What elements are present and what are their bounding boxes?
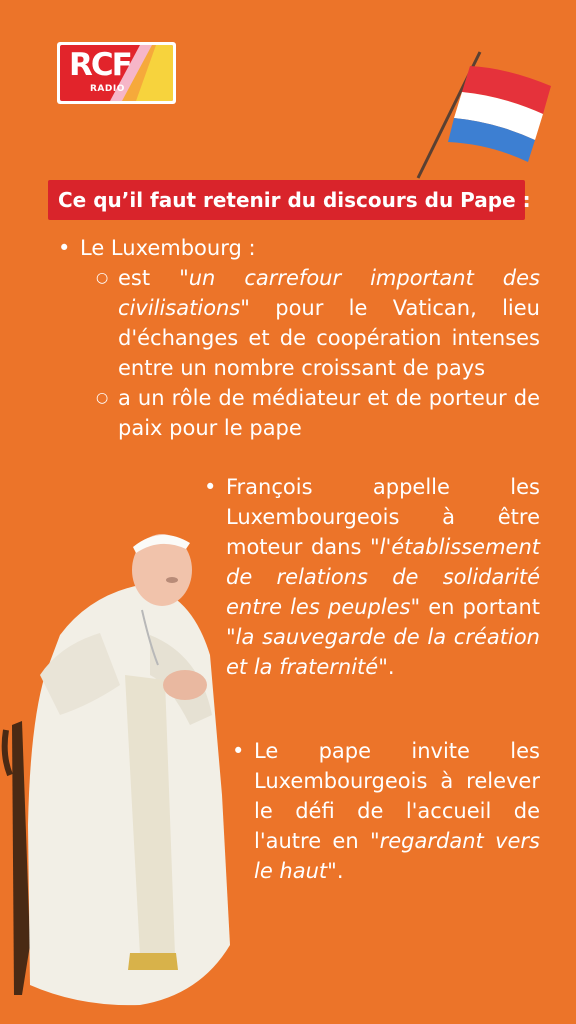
- item1-post: pour le Vatican, lieu d'échanges et de coopération intenses entre un nombre croissant de pays: [118, 296, 540, 380]
- section2-mid: en portant: [420, 595, 540, 619]
- sub-item-mediator: a un rôle de médiateur et de porteur de paix pour le pape: [118, 386, 540, 440]
- bullet-marker: •: [204, 475, 217, 499]
- luxembourg-section: [58, 233, 540, 443]
- section2-pre: François appelle les Luxembourgeois à être moteur dans: [226, 475, 540, 559]
- luxembourg-heading: Le Luxembourg :: [80, 236, 256, 260]
- logo-subtext: RADIO: [90, 84, 125, 94]
- sub-bullet-marker: ○: [96, 270, 109, 286]
- bullet-marker: •: [58, 236, 71, 260]
- chair-left-post: [12, 721, 30, 995]
- luxembourg-flag-icon: [408, 44, 558, 184]
- section2-post: .: [387, 655, 395, 679]
- welcome-paragraph: [254, 736, 540, 886]
- rcf-radio-logo: [57, 42, 176, 104]
- section2-quote2: "la sauvegarde de la création et la fraternité": [226, 625, 540, 679]
- francois-paragraph: [226, 472, 540, 682]
- summary-banner: Ce qu’il faut retenir du discours du Pape :: [48, 180, 525, 220]
- sub-item-crossroads: [118, 263, 540, 383]
- logo-text: RCF: [69, 47, 131, 83]
- section2-quote1: "l'établissement de relations de solidarité entre les peuples": [226, 535, 540, 619]
- sub-bullet-marker: ○: [96, 390, 109, 406]
- section3-quote: "regardant vers le haut": [254, 829, 540, 883]
- item1-quote: "un carrefour important des civilisations": [118, 266, 540, 320]
- item1-pre: est: [118, 266, 180, 290]
- section3-pre: Le pape invite les Luxembourgeois à relever le défi de l'accueil de l'autre en: [254, 739, 540, 853]
- section3-post: .: [336, 859, 344, 883]
- pope-photo: [0, 525, 250, 1024]
- francois-section: [204, 472, 540, 682]
- welcome-section: [232, 736, 540, 886]
- bullet-marker: •: [232, 739, 245, 763]
